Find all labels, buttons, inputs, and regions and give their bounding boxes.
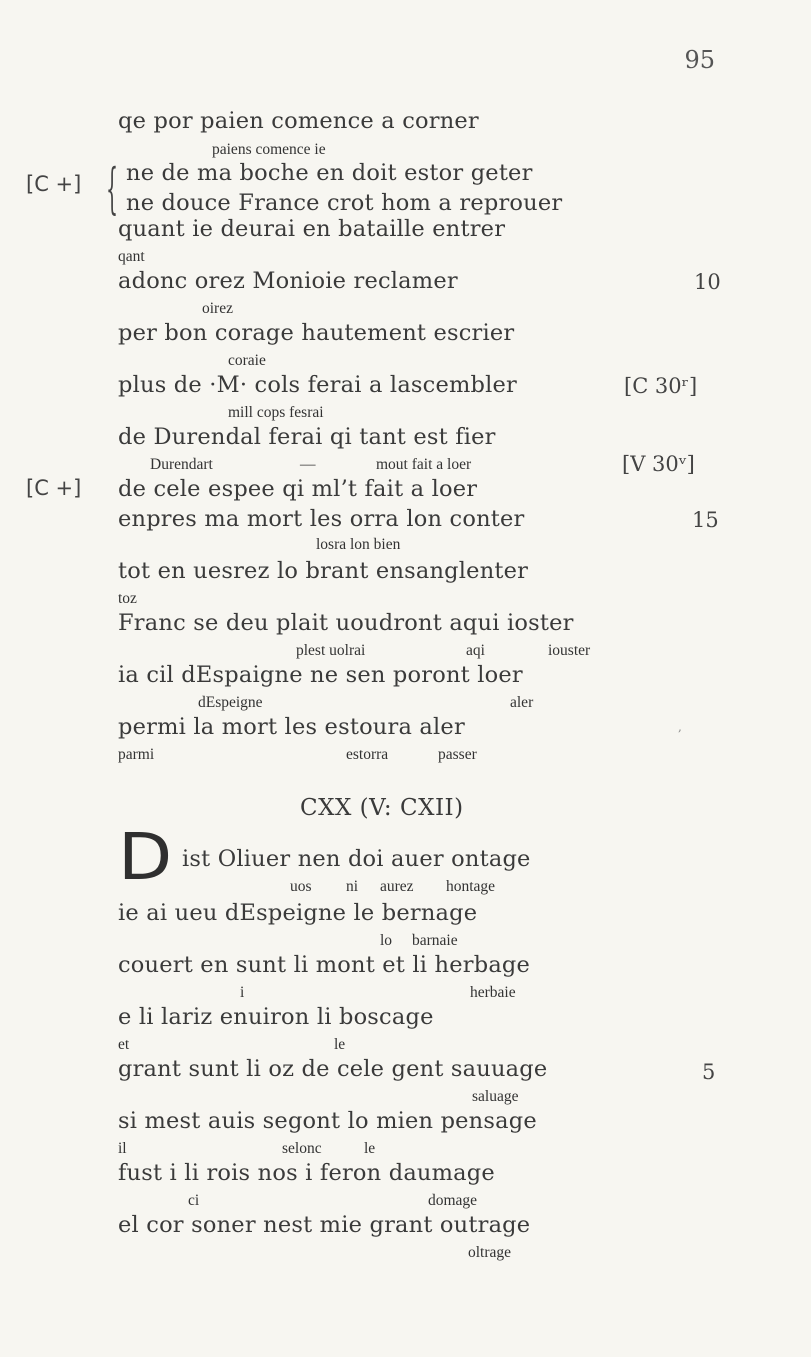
verse-line: e li lariz enuiron li boscage [118, 1004, 434, 1030]
variant-reading: dEspeigne [198, 694, 263, 711]
verse-line: si mest auis segont lo mien pensage [118, 1108, 537, 1134]
verse-line: per bon corage hautement escrier [118, 320, 515, 346]
variant-reading: oltrage [468, 1244, 512, 1261]
verse-line: ia cil dEspaigne ne sen poront loer [118, 662, 523, 688]
verse-line: qe por paien comence a corner [118, 108, 479, 134]
verse-line: enpres ma mort les orra lon conter [118, 506, 525, 532]
verse-line: permi la mort les estoura aler [118, 714, 465, 740]
page-number: 95 [684, 46, 715, 74]
verse-line: ie ai ueu dEspeigne le bernage [118, 900, 478, 926]
verse-line: plus de ·M· cols ferai a lascembler [118, 372, 518, 398]
variant-reading: parmi [118, 746, 155, 763]
section-heading: CXX (V: CXII) [300, 795, 464, 821]
variant-reading: Durendart [150, 456, 213, 473]
verse-line: de Durendal ferai qi tant est fier [118, 424, 496, 450]
variant-reading: il [118, 1140, 127, 1157]
variant-reading: domage [428, 1192, 478, 1209]
variant-reading: mill cops fesrai [228, 404, 324, 421]
line-number: 5 [702, 1060, 716, 1084]
variant-reading: et [118, 1036, 130, 1053]
drop-cap-letter: D [118, 821, 173, 895]
variant-reading: plest uolrai [296, 642, 366, 659]
verse-line: el cor soner nest mie grant outrage [118, 1212, 531, 1238]
variant-reading: herbaie [470, 984, 516, 1001]
variant-reading: i [240, 984, 245, 1001]
variant-reading: aler [510, 694, 534, 711]
variant-reading: losra lon bien [316, 536, 401, 553]
verse-line: Franc se deu plait uoudront aqui ioster [118, 610, 574, 636]
folio-reference: [C 30ʳ] [624, 374, 698, 398]
variant-reading: qant [118, 248, 145, 265]
verse-line: couert en sunt li mont et li herbage [118, 952, 531, 978]
variant-reading: hontage [446, 878, 496, 895]
margin-note-c-plus: [C +] [26, 476, 82, 500]
verse-line: grant sunt li oz de cele gent sauuage [118, 1056, 548, 1082]
margin-note-c-plus: [C +] [26, 172, 82, 196]
brace-symbol: { [106, 157, 119, 220]
variant-reading: uos [290, 878, 312, 895]
variant-reading: paiens comence ie [212, 141, 326, 158]
variant-reading: passer [438, 746, 477, 763]
verse-line: ist Oliuer nen doi auer ontage [182, 846, 531, 872]
variant-reading: coraie [228, 352, 266, 369]
variant-reading: aqi [466, 642, 485, 659]
variant-reading: ni [346, 878, 359, 895]
variant-reading: lo [380, 932, 393, 949]
variant-reading: le [334, 1036, 346, 1053]
line-number: 15 [692, 508, 719, 532]
verse-line: ne de ma boche en doit estor geter [126, 160, 533, 186]
variant-reading: aurez [380, 878, 414, 895]
variant-reading: barnaie [412, 932, 458, 949]
verse-line: fust i li rois nos i feron daumage [118, 1160, 495, 1186]
variant-reading: ci [188, 1192, 200, 1209]
variant-reading: estorra [346, 746, 389, 763]
variant-reading: mout fait a loer [376, 456, 472, 473]
speck-mark: , [678, 720, 682, 734]
variant-reading: le [364, 1140, 376, 1157]
variant-reading: saluage [472, 1088, 519, 1105]
verse-line: quant ie deurai en bataille entrer [118, 216, 506, 242]
variant-reading: oirez [202, 300, 233, 317]
verse-line: adonc orez Monioie reclamer [118, 268, 458, 294]
verse-line: tot en uesrez lo brant ensanglenter [118, 558, 529, 584]
variant-reading: toz [118, 590, 137, 607]
folio-reference: [V 30ᵛ] [622, 452, 695, 476]
variant-reading: iouster [548, 642, 591, 659]
variant-reading: — [300, 456, 316, 473]
verse-line: ne douce France crot hom a reprouer [126, 190, 563, 216]
variant-reading: selonc [282, 1140, 322, 1157]
line-number: 10 [694, 270, 721, 294]
verse-line: de cele espee qi ml’t fait a loer [118, 476, 478, 502]
